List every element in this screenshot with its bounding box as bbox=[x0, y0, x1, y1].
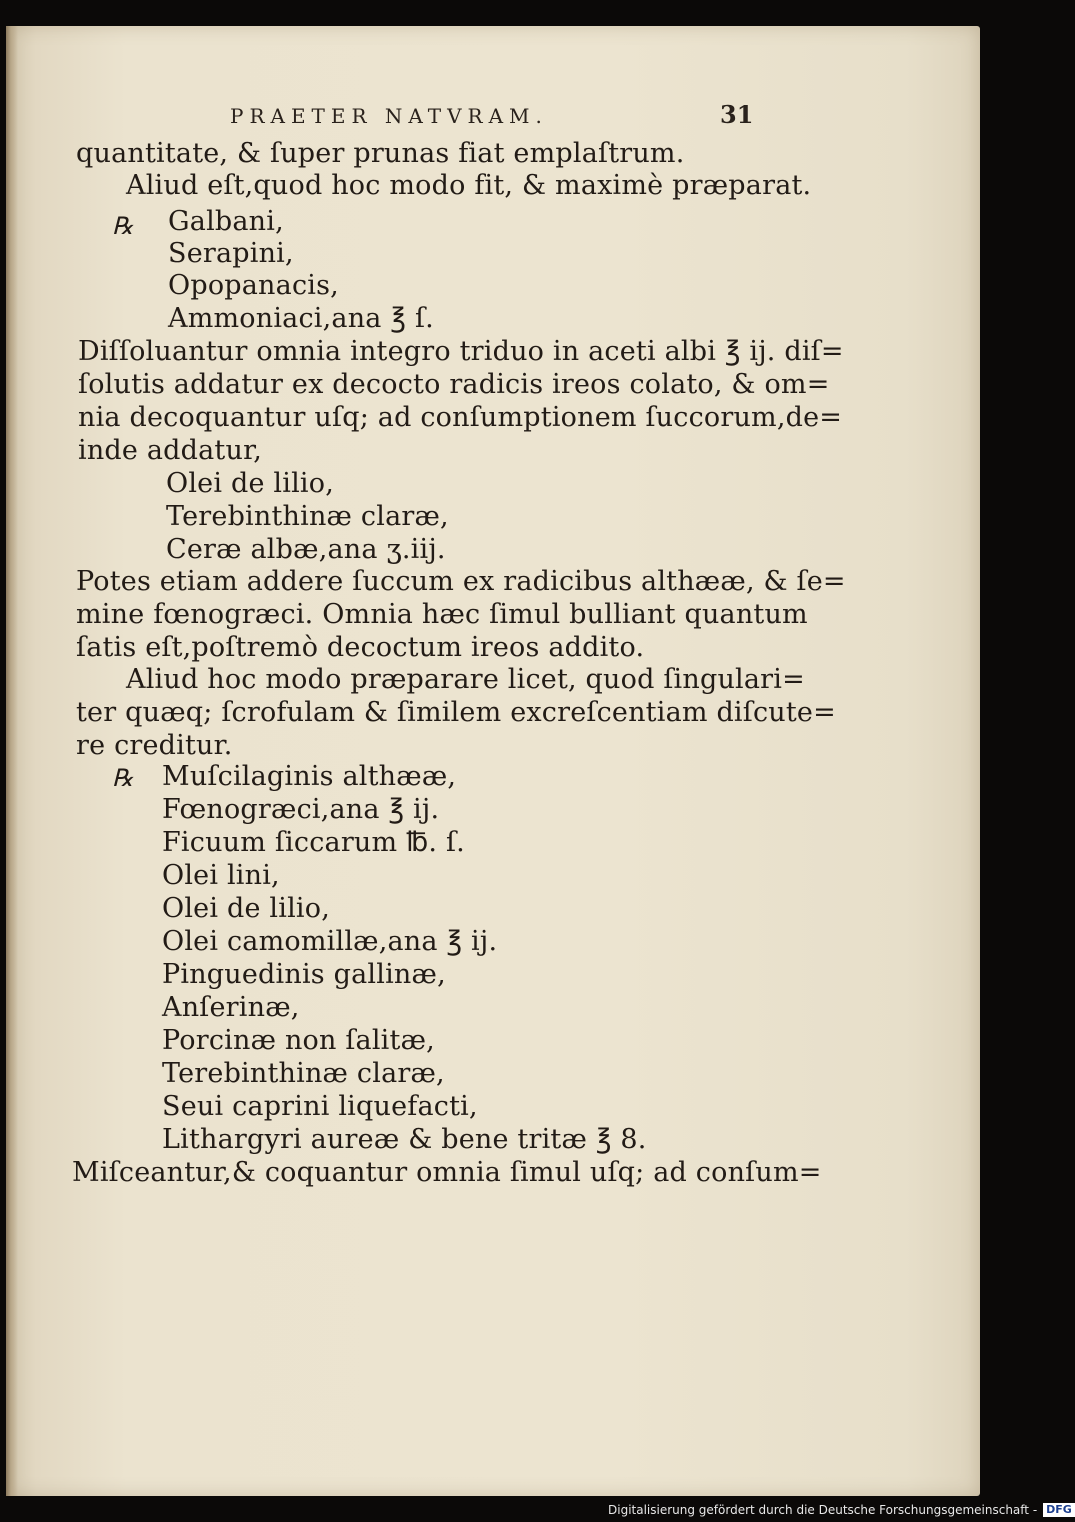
text-line: Aliud eſt,quod hoc modo fit, & maximè præparat. bbox=[126, 170, 812, 201]
text-line: Seui caprini liquefacti, bbox=[162, 1091, 478, 1122]
dfg-logo: DFG bbox=[1043, 1503, 1075, 1517]
text-line: Porcinæ non ſalitæ, bbox=[162, 1025, 435, 1056]
text-line: Olei de lilio, bbox=[162, 893, 330, 924]
text-line: Diſſoluantur omnia integro triduo in aceti albi ℥ ij. diſ= bbox=[78, 336, 844, 367]
text-line: mine fœnogræci. Omnia hæc ſimul bulliant quantum bbox=[76, 599, 808, 630]
text-line: Terebinthinæ claræ, bbox=[162, 1058, 445, 1089]
text-line: ſatis eſt,poſtremò decoctum ireos addito. bbox=[76, 632, 645, 663]
recipe-symbol-1: ℞ bbox=[112, 212, 134, 240]
text-line: Muſcilaginis althææ, bbox=[162, 761, 457, 792]
text-line: Fœnogræci,ana ℥ ij. bbox=[162, 794, 440, 825]
text-line: quantitate, & ſuper prunas fiat emplaſtrum. bbox=[76, 138, 685, 169]
text-line: Olei lini, bbox=[162, 860, 280, 891]
recipe-symbol-2: ℞ bbox=[112, 764, 134, 792]
text-line: ſolutis addatur ex decocto radicis ireos colato, & om= bbox=[78, 369, 830, 400]
text-line: Miſceantur,& coquantur omnia ſimul uſq; ad conſum= bbox=[72, 1157, 822, 1188]
text-line: Opopanacis, bbox=[168, 270, 339, 301]
page-gutter bbox=[6, 26, 18, 1496]
text-line: Ceræ albæ,ana ʒ.iij. bbox=[166, 534, 446, 565]
text-line: Serapini, bbox=[168, 238, 294, 269]
page-number: 31 bbox=[720, 100, 754, 129]
text-line: re creditur. bbox=[76, 730, 233, 761]
text-line: Lithargyri aureæ & bene tritæ ℥ 8. bbox=[162, 1124, 647, 1155]
text-line: ter quæq; ſcrofulam & ſimilem excreſcentiam diſcute= bbox=[76, 697, 836, 728]
text-line: Potes etiam addere ſuccum ex radicibus althææ, & ſe= bbox=[76, 566, 846, 597]
text-line: Olei camomillæ,ana ℥ ij. bbox=[162, 926, 498, 957]
text-line: Aliud hoc modo præparare licet, quod ſingulari= bbox=[126, 664, 805, 695]
text-line: inde addatur, bbox=[78, 435, 262, 466]
text-line: Terebinthinæ claræ, bbox=[166, 501, 449, 532]
text-line: Pinguedinis gallinæ, bbox=[162, 959, 446, 990]
text-line: Olei de lilio, bbox=[166, 468, 334, 499]
running-head: PRAETER NATVRAM. bbox=[230, 104, 548, 128]
text-line: Ficuum ſiccarum ℔. ſ. bbox=[162, 827, 465, 858]
credit-text: Digitalisierung gefördert durch die Deutsche Forschungsgemeinschaft - bbox=[608, 1503, 1038, 1517]
digitization-credit bbox=[608, 1500, 1075, 1520]
text-line: Ammoniaci,ana ℥ ſ. bbox=[168, 303, 434, 334]
text-line: Anſerinæ, bbox=[162, 992, 300, 1023]
text-line: Galbani, bbox=[168, 206, 284, 237]
text-line: nia decoquantur uſq; ad conſumptionem ſuccorum,de= bbox=[78, 402, 843, 433]
book-page bbox=[6, 26, 980, 1496]
